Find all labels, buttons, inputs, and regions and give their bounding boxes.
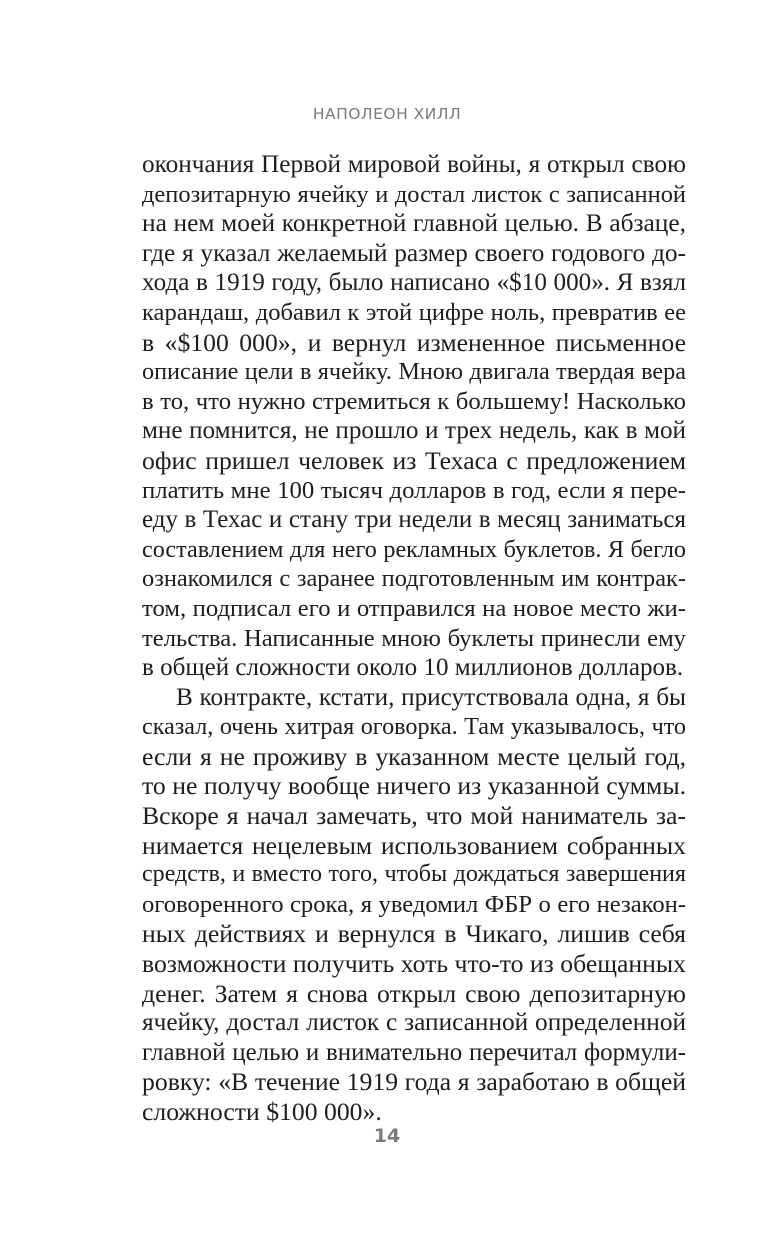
text-line: то не получу вообще ничего из указанной суммы. bbox=[142, 771, 686, 801]
text-line: нимается нецелевым использованием собранных bbox=[142, 830, 686, 860]
page-number: 14 bbox=[373, 1125, 401, 1147]
text-line: офис пришел человек из Техаса с предложением bbox=[142, 445, 686, 475]
text-line: сказал, очень хитрая оговорка. Там указывалось, что bbox=[142, 713, 686, 741]
text-line: в общей сложности около 10 миллионов долларов. bbox=[142, 654, 684, 682]
text-line: мне помнится, не прошло и трех недель, как в мой bbox=[142, 417, 686, 445]
text-line: денег. Затем я снова открыл свою депозитарную bbox=[142, 978, 686, 1008]
paragraph-1 bbox=[142, 150, 686, 683]
text-line: еду в Техас и стану три недели в месяц заниматься bbox=[142, 506, 686, 534]
text-line: окончания Первой мировой войны, я открыл свою bbox=[142, 150, 686, 178]
text-line: оговоренного срока, я уведомил ФБР о его незакон- bbox=[142, 890, 686, 918]
text-line: ных действиях и вернулся в Чикаго, лишив себя bbox=[142, 919, 686, 949]
text-line: хода в 1919 году, было написано «$10 000». Я взял bbox=[142, 269, 686, 297]
text-line: если я не проживу в указанном месте целый год, bbox=[142, 741, 686, 771]
text-line: платить мне 100 тысяч долларов в год, если я пере- bbox=[142, 476, 686, 504]
text-line: средств, и вместо того, чтобы дождаться завершения bbox=[142, 861, 686, 888]
text-line: где я указал желаемый размер своего годового до- bbox=[142, 238, 686, 267]
text-line: описание цели в ячейку. Мною двигала твердая вера bbox=[142, 358, 686, 386]
text-line: депозитарную ячейку и достал листок с записанной bbox=[142, 180, 686, 208]
text-line: в «$100 000», и вернул измененное письменное bbox=[142, 327, 686, 357]
text-line: составлением для него рекламных буклетов. Я бегло bbox=[142, 535, 686, 563]
text-line: том, подписал его и отправился на новое место жи- bbox=[142, 594, 686, 622]
text-line: Вскоре я начал замечать, что мой наниматель за- bbox=[142, 801, 686, 831]
text-line: ячейку, достал листок с записанной определенной bbox=[142, 1008, 686, 1037]
running-head: НАПОЛЕОН ХИЛЛ bbox=[312, 105, 462, 123]
text-line: ровку: «В течение 1919 года я заработаю в общей bbox=[142, 1067, 686, 1097]
text-line: тельства. Написанные мною буклеты принесли ему bbox=[142, 624, 686, 652]
text-line: сложности $100 000». bbox=[142, 1097, 382, 1126]
body-text bbox=[142, 150, 686, 1127]
text-line: в то, что нужно стремиться к большему! Насколько bbox=[142, 387, 686, 415]
text-line: главной целью и внимательно перечитал формули- bbox=[142, 1038, 686, 1066]
text-line: В контракте, кстати, присутствовала одна, я бы bbox=[176, 683, 686, 711]
text-line: возможности получить хоть что-то из обещанных bbox=[142, 949, 686, 979]
text-line: на нем моей конкретной главной целью. В абзаце, bbox=[142, 209, 686, 238]
text-line: карандаш, добавил к этой цифре ноль, превратив ее bbox=[142, 298, 686, 326]
paragraph-2 bbox=[142, 683, 686, 1127]
text-line: ознакомился с заранее подготовленным им контрак- bbox=[142, 565, 686, 593]
